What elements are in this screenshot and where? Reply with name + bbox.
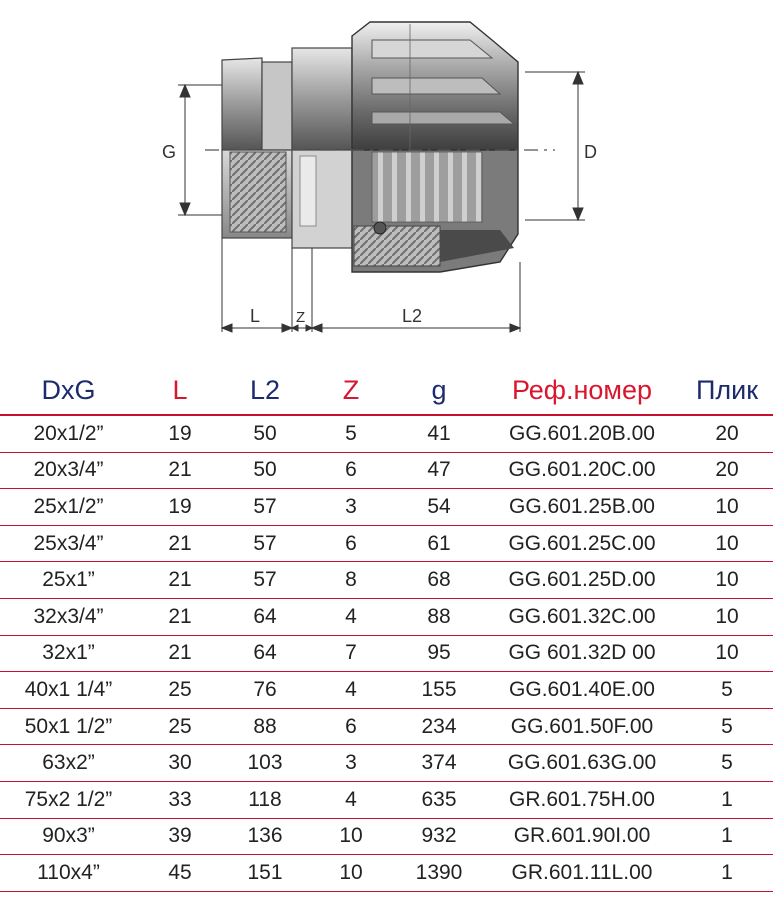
cell-g: 68 bbox=[395, 562, 483, 599]
cell-pack: 10 bbox=[681, 635, 773, 672]
cell-g: 95 bbox=[395, 635, 483, 672]
cell-g: 1390 bbox=[395, 855, 483, 892]
fitting-section-view bbox=[222, 150, 518, 272]
cell-ref: GR.601.75H.00 bbox=[483, 781, 681, 818]
header-l2: L2 bbox=[223, 366, 307, 415]
cell-ref: GG.601.20B.00 bbox=[483, 415, 681, 452]
specification-table bbox=[0, 366, 773, 892]
cell-pack: 10 bbox=[681, 562, 773, 599]
cell-z: 6 bbox=[307, 525, 395, 562]
header-g: g bbox=[395, 366, 483, 415]
cell-z: 3 bbox=[307, 745, 395, 782]
cell-pack: 5 bbox=[681, 745, 773, 782]
cell-dxg: 75x2 1/2” bbox=[0, 781, 137, 818]
cell-l2: 57 bbox=[223, 489, 307, 526]
cell-pack: 5 bbox=[681, 672, 773, 709]
cell-dxg: 32x1” bbox=[0, 635, 137, 672]
cell-l: 21 bbox=[137, 598, 223, 635]
cell-pack: 10 bbox=[681, 525, 773, 562]
cell-dxg: 25x1” bbox=[0, 562, 137, 599]
cell-z: 10 bbox=[307, 818, 395, 855]
dimension-d bbox=[525, 72, 585, 220]
table-row bbox=[0, 855, 773, 892]
cell-g: 54 bbox=[395, 489, 483, 526]
cell-dxg: 25x3/4” bbox=[0, 525, 137, 562]
cell-l: 19 bbox=[137, 415, 223, 452]
cell-ref: GG.601.50F.00 bbox=[483, 708, 681, 745]
cell-l2: 50 bbox=[223, 452, 307, 489]
cell-g: 155 bbox=[395, 672, 483, 709]
cell-z: 4 bbox=[307, 672, 395, 709]
table-row bbox=[0, 745, 773, 782]
cell-pack: 1 bbox=[681, 818, 773, 855]
cell-l2: 151 bbox=[223, 855, 307, 892]
cell-dxg: 25x1/2” bbox=[0, 489, 137, 526]
table-row bbox=[0, 672, 773, 709]
cell-l: 39 bbox=[137, 818, 223, 855]
cell-l: 21 bbox=[137, 635, 223, 672]
table-row bbox=[0, 818, 773, 855]
cell-l2: 64 bbox=[223, 598, 307, 635]
cell-g: 47 bbox=[395, 452, 483, 489]
table-row bbox=[0, 635, 773, 672]
cell-g: 61 bbox=[395, 525, 483, 562]
cell-ref: GR.601.11L.00 bbox=[483, 855, 681, 892]
table-row bbox=[0, 452, 773, 489]
cell-z: 7 bbox=[307, 635, 395, 672]
table-row bbox=[0, 525, 773, 562]
cell-ref: GG 601.32D 00 bbox=[483, 635, 681, 672]
cell-ref: GG.601.25B.00 bbox=[483, 489, 681, 526]
cell-ref: GG.601.63G.00 bbox=[483, 745, 681, 782]
cell-pack: 1 bbox=[681, 781, 773, 818]
cell-pack: 20 bbox=[681, 452, 773, 489]
cell-l2: 57 bbox=[223, 525, 307, 562]
table-row bbox=[0, 489, 773, 526]
cell-dxg: 90x3” bbox=[0, 818, 137, 855]
cell-l2: 103 bbox=[223, 745, 307, 782]
table-row bbox=[0, 562, 773, 599]
cell-z: 4 bbox=[307, 598, 395, 635]
cell-g: 932 bbox=[395, 818, 483, 855]
header-dxg: DxG bbox=[0, 366, 137, 415]
table-row bbox=[0, 708, 773, 745]
cell-pack: 10 bbox=[681, 598, 773, 635]
cell-l2: 57 bbox=[223, 562, 307, 599]
cell-dxg: 20x1/2” bbox=[0, 415, 137, 452]
cell-g: 41 bbox=[395, 415, 483, 452]
cell-l: 21 bbox=[137, 525, 223, 562]
cell-pack: 10 bbox=[681, 489, 773, 526]
cell-ref: GG.601.25D.00 bbox=[483, 562, 681, 599]
label-g: G bbox=[162, 142, 177, 162]
cell-ref: GR.601.90I.00 bbox=[483, 818, 681, 855]
cell-ref: GG.601.40E.00 bbox=[483, 672, 681, 709]
table-row bbox=[0, 598, 773, 635]
cell-dxg: 20x3/4” bbox=[0, 452, 137, 489]
cell-dxg: 63x2” bbox=[0, 745, 137, 782]
cell-l: 21 bbox=[137, 562, 223, 599]
cell-ref: GG.601.25C.00 bbox=[483, 525, 681, 562]
cell-z: 6 bbox=[307, 708, 395, 745]
cell-l: 21 bbox=[137, 452, 223, 489]
cell-g: 374 bbox=[395, 745, 483, 782]
cell-dxg: 50x1 1/2” bbox=[0, 708, 137, 745]
label-l2: L2 bbox=[402, 306, 423, 326]
cell-z: 8 bbox=[307, 562, 395, 599]
cell-l: 25 bbox=[137, 672, 223, 709]
cell-l: 25 bbox=[137, 708, 223, 745]
cell-z: 10 bbox=[307, 855, 395, 892]
cell-l2: 118 bbox=[223, 781, 307, 818]
cell-pack: 1 bbox=[681, 855, 773, 892]
cell-z: 4 bbox=[307, 781, 395, 818]
cell-l2: 136 bbox=[223, 818, 307, 855]
cell-dxg: 32x3/4” bbox=[0, 598, 137, 635]
cell-l2: 76 bbox=[223, 672, 307, 709]
cell-ref: GG.601.20C.00 bbox=[483, 452, 681, 489]
cell-pack: 5 bbox=[681, 708, 773, 745]
cell-l2: 88 bbox=[223, 708, 307, 745]
table-header-row bbox=[0, 366, 773, 415]
cell-pack: 20 bbox=[681, 415, 773, 452]
cell-g: 88 bbox=[395, 598, 483, 635]
cell-z: 5 bbox=[307, 415, 395, 452]
table-row bbox=[0, 781, 773, 818]
fitting-technical-drawing bbox=[0, 0, 773, 360]
cell-g: 635 bbox=[395, 781, 483, 818]
fitting-outer-view bbox=[222, 22, 518, 150]
cell-z: 3 bbox=[307, 489, 395, 526]
header-pack: Плик bbox=[681, 366, 773, 415]
cell-l: 19 bbox=[137, 489, 223, 526]
cell-dxg: 110x4” bbox=[0, 855, 137, 892]
header-l: L bbox=[137, 366, 223, 415]
cell-l: 45 bbox=[137, 855, 223, 892]
cell-z: 6 bbox=[307, 452, 395, 489]
cell-l: 30 bbox=[137, 745, 223, 782]
header-ref-number: Реф.номер bbox=[483, 366, 681, 415]
cell-l2: 64 bbox=[223, 635, 307, 672]
cell-dxg: 40x1 1/4” bbox=[0, 672, 137, 709]
table-row bbox=[0, 415, 773, 452]
header-z: Z bbox=[307, 366, 395, 415]
label-d: D bbox=[584, 142, 597, 162]
label-z: Z bbox=[296, 309, 306, 326]
cell-g: 234 bbox=[395, 708, 483, 745]
label-l: L bbox=[250, 306, 261, 326]
cell-l2: 50 bbox=[223, 415, 307, 452]
cell-ref: GG.601.32C.00 bbox=[483, 598, 681, 635]
cell-l: 33 bbox=[137, 781, 223, 818]
